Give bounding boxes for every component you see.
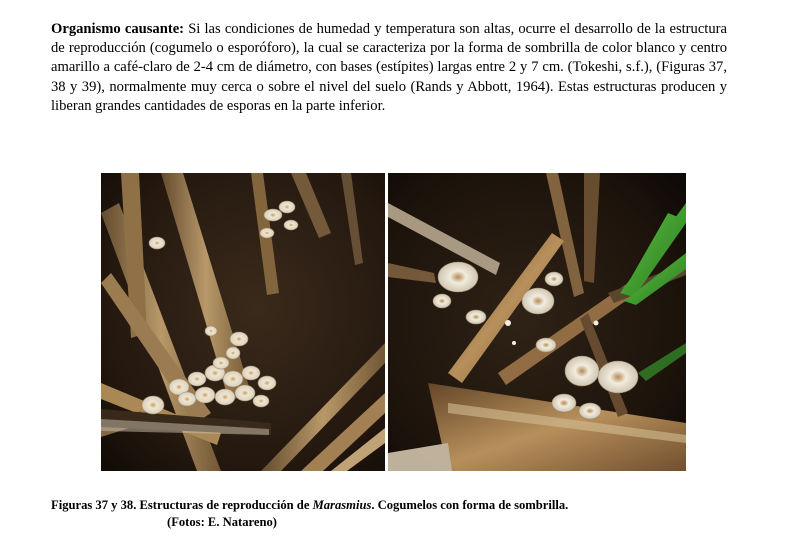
photo-credit: (Fotos: E. Natareno)	[167, 514, 277, 529]
photo-figure-37	[101, 173, 385, 471]
figure-caption	[51, 497, 751, 530]
paragraph-text: Si las condiciones de humedad y temperatura son altas, ocurre el desarrollo de la estructura de reproducción (cogumelo o esporóforo), la cual se caracteriza por la forma de sombrilla de color blanco y centro amarillo a café-claro de 2-4 cm de diámetro, con bases (estípites) largas entre 2 y 7 cm. (Tokeshi, s.f.), (Figuras 37, 38 y 39), normalmente muy cerca o sobre el nivel del suelo (Rands y Abbott, 1964). Estas estructuras producen y liberan grandes cantidades de esporas en la parte inferior.	[51, 21, 728, 114]
photo-figure-38	[388, 173, 686, 471]
caption-prefix: Figuras 37 y 38. Estructuras de reproducción de	[51, 498, 313, 512]
caption-suffix: . Cogumelos con forma de sombrilla.	[371, 498, 569, 512]
caption-genus: Marasmius	[312, 498, 372, 512]
mushroom-photo-right	[388, 173, 686, 471]
mushroom-photo-left	[101, 173, 385, 471]
body-paragraph	[51, 20, 727, 116]
paragraph-label: Organismo causante:	[51, 21, 185, 37]
